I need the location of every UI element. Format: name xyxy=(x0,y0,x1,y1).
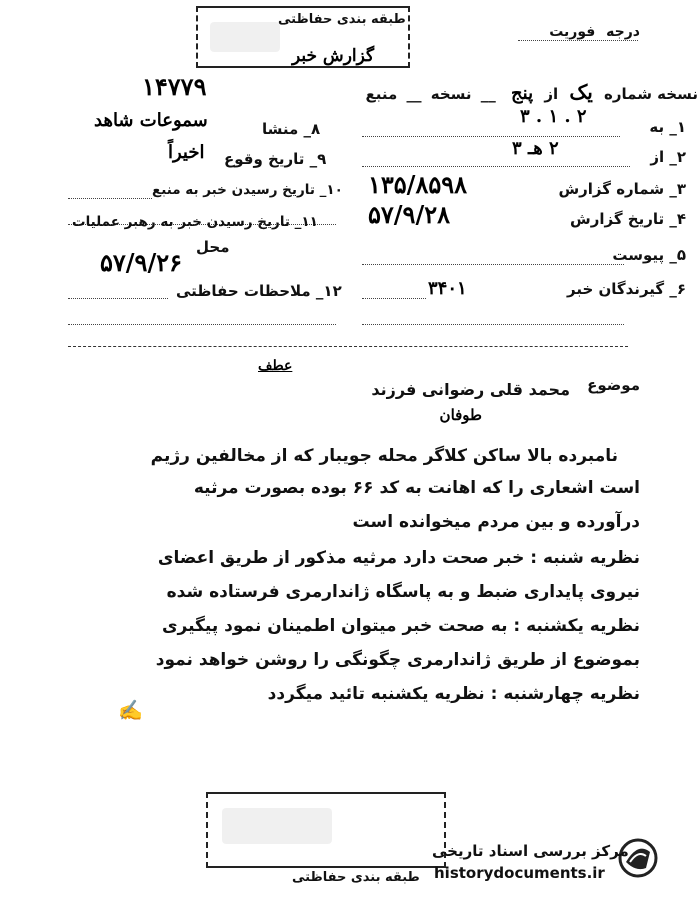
field-to-value: ۳ . ۱ . ۲ xyxy=(520,106,587,127)
grade-dots xyxy=(518,40,638,41)
field-from: ۲_ از xyxy=(650,148,686,166)
field-security-notes: ۱۲_ ملاحظات حفاظتی xyxy=(176,282,342,300)
copy-label: نسخه xyxy=(430,85,472,103)
of-label: از xyxy=(544,85,559,103)
field-received-source: ۱۰_ تاریخ رسیدن خبر به منبع xyxy=(152,182,343,198)
field-location-value: ۵۷/۹/۲۶ xyxy=(100,248,182,277)
watermark-url: historydocuments.ir xyxy=(434,864,605,882)
field-from-dots xyxy=(362,166,630,167)
body-line-3: درآورده و بین مردم میخوانده است xyxy=(352,512,640,532)
of-value: پنج xyxy=(511,83,534,104)
body-line-5: نیروی پایداری ضبط و به پاسگاه ژاندارمری فرستاده شده xyxy=(166,582,640,602)
body-line-6: نظریه یکشنبه : به صحت خبر میتوان اطمینان نمود پیگیری xyxy=(161,616,640,636)
subject-note: عطف xyxy=(258,358,293,374)
field-attachment: ۵_ پیوست xyxy=(612,246,686,264)
stamp-smudge-bottom xyxy=(222,808,332,844)
body-line-2: است اشعاری را که اهانت به کد ۶۶ بوده بصورت مرثیه xyxy=(193,478,640,498)
field-recipients: ۶_ گیرندگان خبر xyxy=(567,280,686,298)
copy-number-label: نسخه شماره xyxy=(604,85,698,103)
field-recipients-dots xyxy=(362,298,426,299)
field-origin-value: سموعات شاهد xyxy=(94,110,208,131)
field-received-source-dots xyxy=(68,198,152,199)
classification-bottom: طبقه بندی حفاظتی xyxy=(292,870,420,885)
field-recipients-value: ۳۴۰۱ xyxy=(428,278,467,299)
field-report-number-value: ۱۳۵/۸۵۹۸ xyxy=(368,170,467,199)
classification-top: طبقه بندی حفاظتی xyxy=(278,12,406,27)
field-report-date-value: ۵۷/۹/۲۸ xyxy=(368,200,450,229)
field-security-notes-dots-2 xyxy=(68,324,336,325)
field-received-leader: ۱۱_ تاریخ رسیدن خبر به رهبر عملیات xyxy=(72,214,318,230)
field-attachment-dots xyxy=(362,264,624,265)
body-line-7: بموضوع از طریق ژاندارمری چگونگی را روشن خواهد نمود xyxy=(155,650,640,670)
subject-second-line: طوفان xyxy=(439,406,482,424)
grade-value: فوریت xyxy=(549,24,596,40)
field-occurrence-date-value: اخیراً xyxy=(168,142,205,163)
field-origin: ۸_ منشا xyxy=(262,120,321,138)
watermark-title: مرکز بررسی اسناد تاریخی xyxy=(432,842,629,860)
field-to-dots xyxy=(362,136,620,137)
body-line-1: نامبرده بالا ساکن کلاگر محله جویبار که از مخالفین رژیم xyxy=(150,446,618,466)
subject-value: محمد قلی رضوانی فرزند xyxy=(371,380,570,399)
section-divider xyxy=(68,346,628,347)
copy-number-value: یک xyxy=(569,80,593,104)
field-occurrence-date: ۹_ تاریخ وقوع xyxy=(224,150,327,168)
source-label: منبع xyxy=(365,85,398,103)
subject-label: موضوع xyxy=(587,376,640,394)
field-report-number: ۳_ شماره گزارش xyxy=(558,180,686,198)
field-location: محل xyxy=(196,238,230,256)
body-line-4: نظریه شنبه : خبر صحت دارد مرثیه مذکور از طریق اعضای xyxy=(157,548,640,568)
field-security-notes-dots xyxy=(68,298,168,299)
source-value: ۱۴۷۷۹ xyxy=(142,72,207,101)
field-report-date: ۴_ تاریخ گزارش xyxy=(570,210,686,228)
copy-number-row: نسخه شماره یک از پنج __ نسخه __ منبع xyxy=(365,80,698,104)
field-recipients-dots-2 xyxy=(362,324,624,325)
report-title: گزارش خبر xyxy=(292,46,375,66)
grade-label: درجه فوریت xyxy=(549,24,640,40)
field-from-value: ۲ هـ ۳ xyxy=(512,138,559,159)
signature-mark: ✍ xyxy=(118,698,143,722)
stamp-smudge xyxy=(210,22,280,52)
body-line-8: نظریه چهارشنبه : نظریه یکشنبه تائید میگردد xyxy=(267,684,640,704)
field-to: ۱_ به xyxy=(649,118,686,136)
